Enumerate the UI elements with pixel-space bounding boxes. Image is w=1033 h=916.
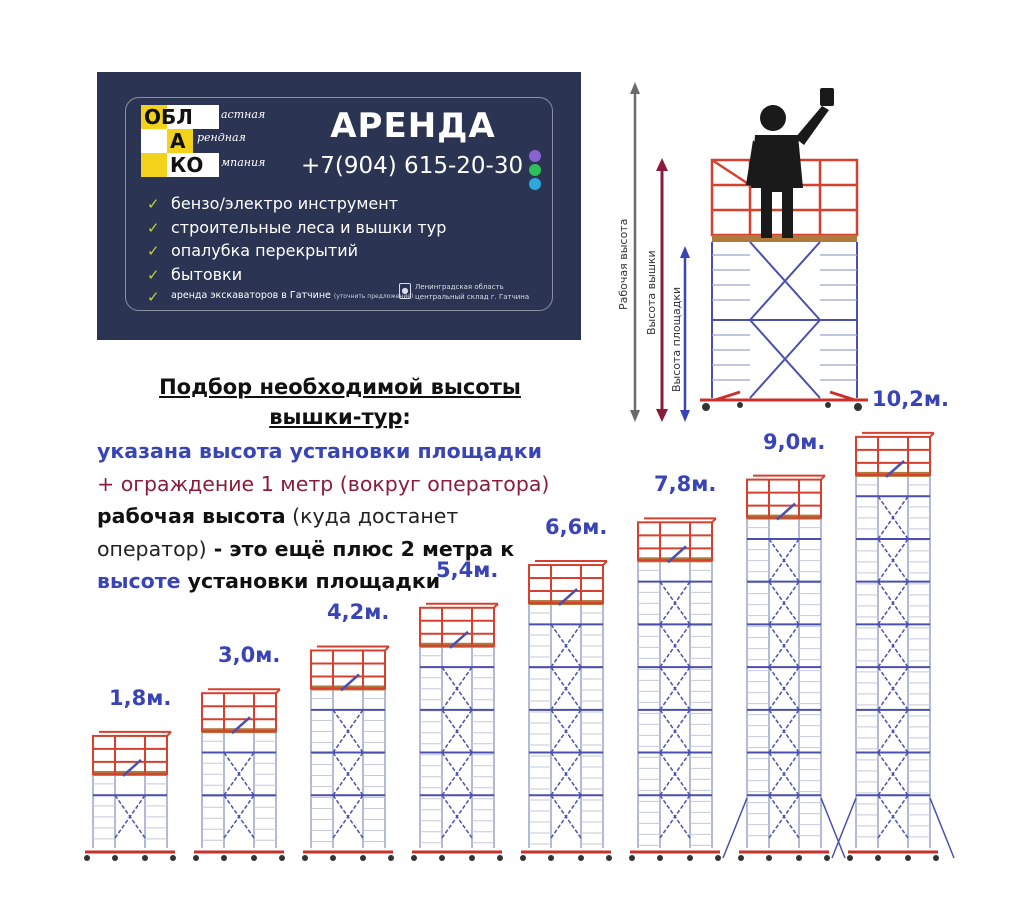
tower-base (738, 852, 830, 861)
tower-frame (311, 688, 385, 848)
heading-line-2: вышки-тур (269, 405, 403, 429)
service-label: опалубка перекрытий (171, 241, 359, 260)
tower-height-label: 10,2м. (872, 386, 949, 411)
tower-height-label: 4,2м. (327, 600, 390, 625)
tower-height-label: 1,8м. (109, 685, 172, 710)
tower-outriggers (723, 798, 845, 858)
tower-frame (202, 731, 276, 848)
check-icon: ✓ (147, 195, 160, 213)
tower-height-label: 3,0м. (218, 643, 281, 668)
platform-height-label: Высота площадки (670, 286, 683, 392)
tower-frame (529, 603, 603, 848)
banner-title: АРЕНДА (330, 106, 496, 146)
tower-base (520, 852, 612, 861)
tower-3 (302, 646, 394, 861)
tower-height-label: 5,4м. (436, 557, 499, 582)
tower-base (302, 852, 394, 861)
phone-number[interactable]: +7(904) 615-20-30 (301, 153, 524, 179)
working-height-aside: (куда достанет (285, 504, 459, 528)
logo-letters-obl: ОБЛ (144, 105, 193, 129)
excavator-note: (уточнить предложение) (333, 293, 414, 300)
tower-frame (856, 475, 930, 848)
address-line-2: центральный склад г. Гатчина (415, 293, 530, 301)
check-icon: ✓ (147, 242, 160, 260)
tower-height-label: Высота вышки (645, 250, 658, 335)
logo-word-2: рендная (197, 131, 246, 144)
tower-2 (193, 689, 285, 861)
tower-8 (832, 433, 954, 861)
operator-word: оператор) (97, 536, 207, 561)
service-label: бытовки (171, 264, 243, 284)
tower-height-label: 6,6м. (545, 515, 608, 540)
tower-frame (638, 560, 712, 848)
check-icon: ✓ (147, 288, 160, 306)
service-label: бензо/электро инструмент (171, 194, 399, 213)
tower-4 (411, 604, 503, 861)
tower-6 (629, 518, 721, 861)
working-height-term: рабочая высота (97, 504, 286, 528)
logo-letters-a: А (170, 129, 186, 153)
guard-rail-note: + ограждение 1 метр (вокруг оператора) (97, 471, 550, 496)
tower-frame (420, 646, 494, 848)
check-icon: ✓ (147, 265, 160, 284)
tower-frame (93, 774, 167, 848)
tower-outriggers (832, 798, 954, 858)
tower-base (84, 852, 176, 861)
working-height-label: Рабочая высота (617, 218, 630, 310)
heading-line-1: Подбор необходимой высоты (159, 375, 521, 399)
height-word: высоте (97, 569, 181, 593)
tower-base (629, 852, 721, 861)
logo-word-3: мпания (221, 156, 266, 169)
tower-height-label: 7,8м. (654, 472, 717, 497)
platform-install-note: установки площадки (180, 569, 441, 593)
logo-letters-ko: КО (170, 153, 204, 177)
tower-5 (520, 561, 612, 861)
tower-base (193, 852, 285, 861)
excavator-label: аренда экскаваторов в Гатчине (171, 290, 331, 301)
tower-base (847, 852, 939, 861)
plus-two-meters-note: - это ещё плюс 2 метра к (206, 536, 515, 561)
location-pin-icon: ● (399, 283, 411, 299)
tower-frame (747, 518, 821, 848)
service-label: строительные леса и вышки тур (171, 217, 447, 237)
check-icon: ✓ (147, 218, 160, 237)
tower-height-label: 9,0м. (763, 429, 826, 454)
address-line-1: Ленинградская область (415, 283, 504, 291)
logo-word-1: астная (221, 108, 266, 121)
heading-colon: : (402, 405, 411, 429)
platform-height-note: указана высота установки площадки (97, 439, 543, 463)
tower-1 (84, 732, 176, 861)
tower-7 (723, 476, 845, 861)
tower-base (411, 852, 503, 861)
